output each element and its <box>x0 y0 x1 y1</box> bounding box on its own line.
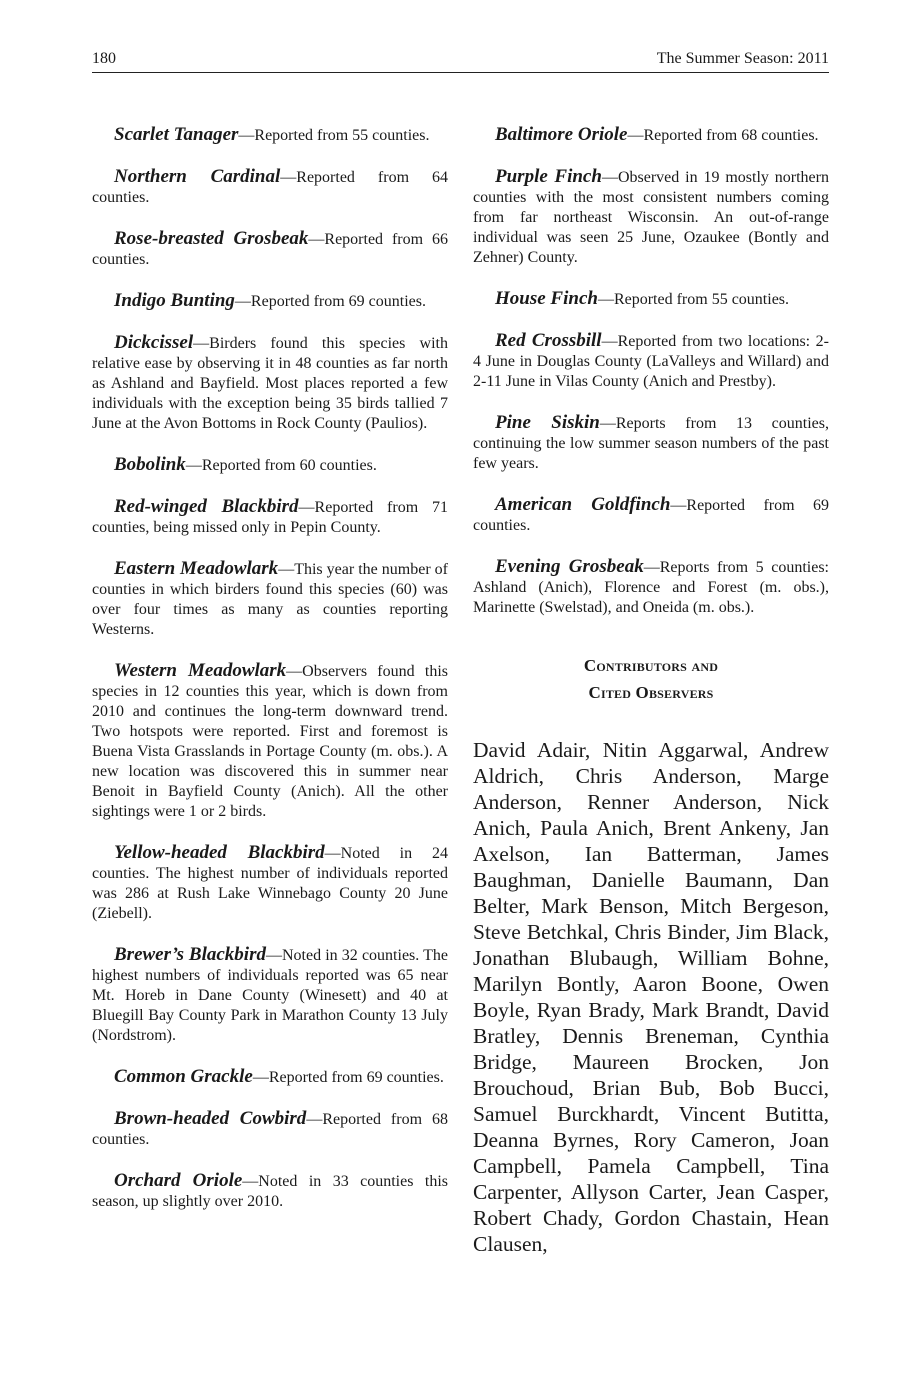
heading-line-2: Cited Observers <box>588 683 714 702</box>
species-entry <box>92 455 448 476</box>
contributors-heading <box>473 652 829 706</box>
species-text: Noted in 24 counties. The highest number of individuals reported was 286 at Rush Lake Winnebago County 20 June (Ziebell). <box>92 845 448 922</box>
species-text: This year the number of counties in which birders found this species (60) was over four times as many as counties reporting Westerns. <box>92 561 448 638</box>
species-text: Reported from 55 counties. <box>254 127 430 144</box>
running-title: The Summer Season: 2011 <box>656 50 829 67</box>
species-entry <box>92 229 448 270</box>
species-name: Yellow-headed Blackbird <box>114 842 325 863</box>
species-name: Baltimore Oriole <box>495 124 628 145</box>
species-entry <box>92 497 448 538</box>
species-text: Reported from 69 counties. <box>268 1069 444 1086</box>
em-dash: — <box>627 127 644 144</box>
em-dash: — <box>601 169 618 186</box>
em-dash: — <box>234 293 251 310</box>
left-column <box>92 125 448 1233</box>
species-text: Reports from 13 counties, continuing the low summer season numbers of the past few years. <box>473 415 829 472</box>
species-text: Noted in 33 counties this season, up slightly over 2010. <box>92 1173 448 1210</box>
em-dash: — <box>238 127 255 144</box>
species-entry <box>92 1171 448 1212</box>
species-name: American Goldfinch <box>495 494 671 515</box>
species-name: Red-winged Blackbird <box>114 496 299 517</box>
species-entry <box>92 661 448 822</box>
species-text: Reported from 68 counties. <box>643 127 819 144</box>
em-dash: — <box>670 497 687 514</box>
species-name: Eastern Meadowlark <box>114 558 279 579</box>
species-text: Reported from 69 counties. <box>250 293 426 310</box>
species-text: Observers found this species in 12 counties this year, which is down from 2010 and continues the long-term downward trend. Two hotspots were reported. First and foremost is Buena Vista Grasslands in Portage County (m. obs.). A new location was discovered this in summer near Benoit in Bayfield County (Anich). All the other sightings were 1 or 2 birds. <box>92 663 448 820</box>
species-name: Purple Finch <box>495 166 602 187</box>
species-name: Scarlet Tanager <box>114 124 239 145</box>
species-entry <box>92 167 448 208</box>
species-entry <box>92 1067 448 1088</box>
species-name: Orchard Oriole <box>114 1170 243 1191</box>
species-text: Reported from 66 counties. <box>92 231 449 268</box>
em-dash: — <box>280 169 297 186</box>
species-name: Brown-headed Cowbird <box>114 1108 307 1129</box>
species-name: Brewer’s Blackbird <box>114 944 266 965</box>
species-text: Observed in 19 mostly northern counties with the most consistent numbers coming from far northeast Wisconsin. An out-of-range individual was seen 25 June, Ozaukee (Bontly and Zehner) County. <box>473 169 829 266</box>
species-text: Reported from 69 counties. <box>473 497 829 534</box>
species-text: Reports from 5 counties: Ashland (Anich), Florence and Forest (m. obs.), Marinette (Swelstad), and Oneida (m. obs.). <box>473 559 829 616</box>
species-entry <box>473 495 829 536</box>
em-dash: — <box>193 335 210 352</box>
species-name: Bobolink <box>114 454 186 475</box>
contributors-list: David Adair, Nitin Aggarwal, Andrew Aldrich, Chris Anderson, Marge Anderson, Renner Anderson, Nick Anich, Paula Anich, Brent Ankeny, Jan Axelson, Ian Batterman, James Baughman, Danielle Baumann, Dan Belter, Mark Benson, Mitch Bergeson, Steve Betchkal, Chris Binder, Jim Black, Jonathan Blubaugh, William Bohne, Marilyn Bontly, Aaron Boone, Owen Boyle, Ryan Brady, Mark Brandt, David Bratley, Dennis Breneman, Cynthia Bridge, Maureen Brocken, Jon Brouchoud, Brian Bub, Bob Bucci, Samuel Burckhardt, Vincent Butitta, Deanna Byrnes, Rory Cameron, Joan Campbell, Pamela Campbell, Tina Carpenter, Allyson Carter, Jean Casper, Robert Chady, Gordon Chastain, Hean Clausen, <box>473 738 829 1256</box>
species-name: Indigo Bunting <box>114 290 235 311</box>
species-name: Evening Grosbeak <box>495 556 644 577</box>
species-entry <box>92 945 448 1046</box>
species-text: Reported from two locations: 2-4 June in Douglas County (LaValleys and Willard) and 2-11 June in Vilas County (Anich and Prestby). <box>473 333 829 390</box>
species-entry <box>92 559 448 640</box>
heading-line-1: Contributors and <box>583 656 719 675</box>
species-name: Rose-breasted Grosbeak <box>114 228 309 249</box>
species-text: Birders found this species with relative ease by observing it in 48 counties as far north as Ashland and Bayfield. Most places reported a few individuals with the exception being 35 birds tallied 7 June at the Avon Bottoms in Rock County (Paulios). <box>92 335 448 432</box>
em-dash: — <box>185 457 202 474</box>
species-text: Reported from 71 counties, being missed only in Pepin County. <box>92 499 448 536</box>
em-dash: — <box>252 1069 269 1086</box>
right-column <box>473 125 829 1279</box>
species-text: Reported from 64 counties. <box>92 169 448 206</box>
em-dash: — <box>308 231 325 248</box>
species-entry <box>473 413 829 474</box>
page-number: 180 <box>92 50 116 67</box>
species-name: Red Crossbill <box>495 330 602 351</box>
species-entry <box>92 1109 448 1150</box>
species-entry <box>92 843 448 924</box>
species-name: Western Meadowlark <box>114 660 287 681</box>
species-entry <box>473 557 829 618</box>
em-dash: — <box>306 1111 323 1128</box>
species-entry <box>92 333 448 434</box>
species-text: Reported from 60 counties. <box>201 457 377 474</box>
species-name: House Finch <box>495 288 598 309</box>
species-name: Northern Cardinal <box>114 166 281 187</box>
species-entry <box>473 289 829 310</box>
em-dash: — <box>643 559 660 576</box>
em-dash: — <box>286 663 303 680</box>
species-name: Dickcissel <box>114 332 194 353</box>
em-dash: — <box>278 561 295 578</box>
em-dash: — <box>597 291 614 308</box>
species-entry <box>92 291 448 312</box>
species-entry <box>473 167 829 268</box>
running-header <box>92 50 829 73</box>
em-dash: — <box>242 1173 259 1190</box>
em-dash: — <box>601 333 618 350</box>
em-dash: — <box>265 947 282 964</box>
species-entry <box>473 331 829 392</box>
species-name: Pine Siskin <box>495 412 600 433</box>
species-text: Reported from 55 counties. <box>613 291 790 308</box>
em-dash: — <box>298 499 315 516</box>
species-name: Common Grackle <box>114 1066 253 1087</box>
species-text: Noted in 32 counties. The highest numbers of individuals reported was 65 near Mt. Horeb in Dane County (Winesett) and 40 at Bluegill Bay County Park in Marathon County 13 July (Nordstrom). <box>92 947 448 1044</box>
em-dash: — <box>599 415 616 432</box>
em-dash: — <box>324 845 341 862</box>
species-entry <box>473 125 829 146</box>
species-text: Reported from 68 counties. <box>92 1111 448 1148</box>
species-entry <box>92 125 448 146</box>
